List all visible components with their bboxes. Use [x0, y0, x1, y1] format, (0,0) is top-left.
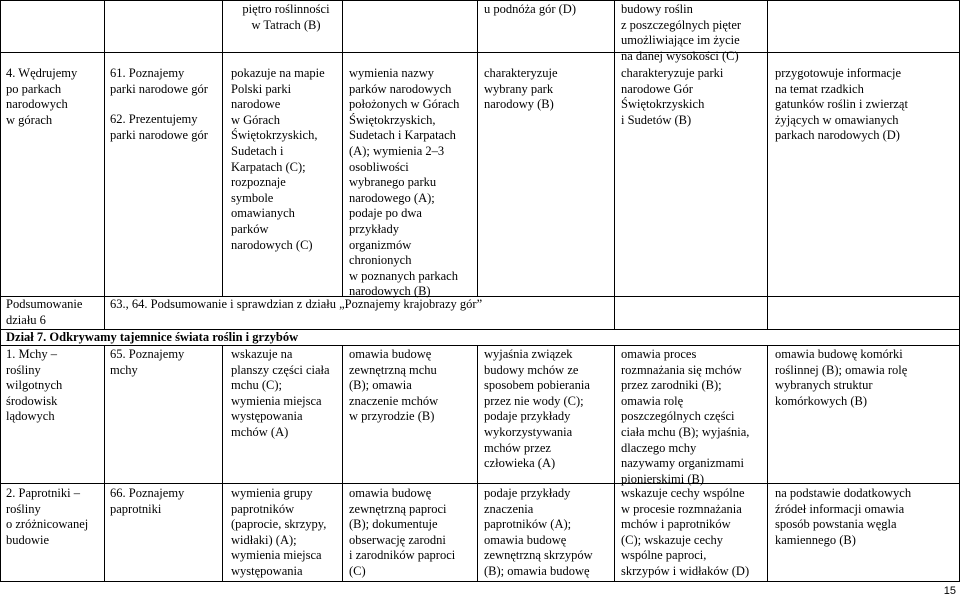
cell-top-c7: budowy roślin z poszczególnych pięter umożliwiające im życie na danej wysokości (C) — [621, 2, 742, 63]
column-divider — [614, 345, 615, 581]
cell-mosses-c5: wyjaśnia związek budowy mchów ze sposobem pobierania przez nie wody (C); podaje przykłady wykorzystywania mchów przez człowieka (A) — [484, 347, 590, 471]
column-divider — [614, 0, 615, 329]
cell-mosses-lesson: 65. Poznajemy mchy — [110, 347, 185, 377]
column-divider — [342, 345, 343, 581]
cell-top-c6: u podnóża gór (D) — [484, 2, 576, 16]
table-top-border — [0, 0, 960, 1]
cell-parks-lesson-61: 61. Poznajemy parki narodowe gór — [110, 66, 208, 96]
cell-parks-c4: wymienia nazwy parków narodowych położonych w Górach Świętokrzyskich, Sudetach i Karpatach (A); wymienia 2–3 osobliwości wybranego parku narodowego (A); podaje po dwa przykłady organizmów chronionych w poznanych parkach narodowych (B) — [349, 66, 460, 299]
cell-parks-c6: charakteryzuje parki narodowe Gór Świętokrzyskich i Sudetów (B) — [621, 66, 724, 127]
cell-mosses-c3: wskazuje na planszy części ciała mchu (C); wymienia miejsca występowania mchów (A) — [231, 347, 330, 439]
section-header: Dział 7. Odkrywamy tajemnice świata roślin i grzybów — [6, 330, 299, 344]
column-divider — [767, 345, 768, 581]
page-number: 15 — [943, 585, 956, 597]
column-divider — [104, 0, 105, 329]
cell-mosses-topic: 1. Mchy – rośliny wilgotnych środowisk lądowych — [6, 347, 63, 424]
cell-mosses-c6: omawia proces rozmnażania się mchów przez zarodniki (B); omawia rolę poszczególnych części ciała mchu (B); wyjaśnia, dlaczego mchy nazywamy organizmami pionierskimi (B) — [621, 347, 750, 486]
column-divider — [104, 345, 105, 581]
cell-ferns-c5: podaje przykłady znaczenia paprotników (A); omawia budowę zewnętrzną skrzypów (B); omawia budowę — [484, 486, 593, 578]
column-divider — [222, 345, 223, 581]
column-divider — [477, 345, 478, 581]
row-divider — [0, 52, 960, 53]
cell-ferns-c4: omawia budowę zewnętrzną paproci (B); dokumentuje obserwację zarodni i zarodników paproci (C) — [349, 486, 456, 578]
cell-ferns-lesson: 66. Poznajemy paprotniki — [110, 486, 185, 516]
column-divider — [477, 0, 478, 296]
row-divider — [0, 483, 960, 484]
cell-parks-lesson-62: 62. Prezentujemy parki narodowe gór — [110, 112, 208, 142]
table-left-border — [0, 0, 1, 581]
cell-top-c3: piętro roślinności w Tatrach (B) — [242, 2, 330, 32]
column-divider — [342, 0, 343, 296]
column-divider — [222, 0, 223, 296]
cell-parks-c5: charakteryzuje wybrany park narodowy (B) — [484, 66, 558, 112]
cell-parks-topic: 4. Wędrujemy po parkach narodowych w górach — [6, 66, 78, 127]
table-bottom-border — [0, 581, 960, 582]
cell-ferns-c7: na podstawie dodatkowych źródeł informacji omawia sposób powstania węgla kamiennego (B) — [775, 486, 912, 547]
cell-summary-title: Podsumowanie działu 6 — [6, 297, 83, 327]
cell-ferns-topic: 2. Paprotniki – rośliny o zróżnicowanej budowie — [6, 486, 89, 547]
cell-summary-lessons: 63., 64. Podsumowanie i sprawdzian z działu „Poznajemy krajobrazy gór” — [110, 297, 483, 311]
cell-mosses-c4: omawia budowę zewnętrzną mchu (B); omawia znaczenie mchów w przyrodzie (B) — [349, 347, 439, 424]
cell-mosses-c7: omawia budowę komórki roślinnej (B); omawia rolę wybranych struktur komórkowych (B) — [775, 347, 908, 408]
cell-ferns-c6: wskazuje cechy wspólne w procesie rozmnażania mchów i paprotników (C); wskazuje cechy wspólne paproci, skrzypów i widłaków (D) — [621, 486, 750, 578]
cell-parks-c7: przygotowuje informacje na temat rzadkich gatunków roślin i zwierząt żyjących w omawianych parkach narodowych (D) — [775, 66, 908, 143]
cell-ferns-c3: wymienia grupy paprotników (paprocie, skrzypy, widłaki) (A); wymienia miejsca występowania — [231, 486, 327, 578]
cell-parks-c3: pokazuje na mapie Polski parki narodowe w Górach Świętokrzyskich, Sudetach i Karpatach (C); rozpoznaje symbole omawianych parków narodowych (C) — [231, 66, 325, 252]
column-divider — [767, 0, 768, 329]
